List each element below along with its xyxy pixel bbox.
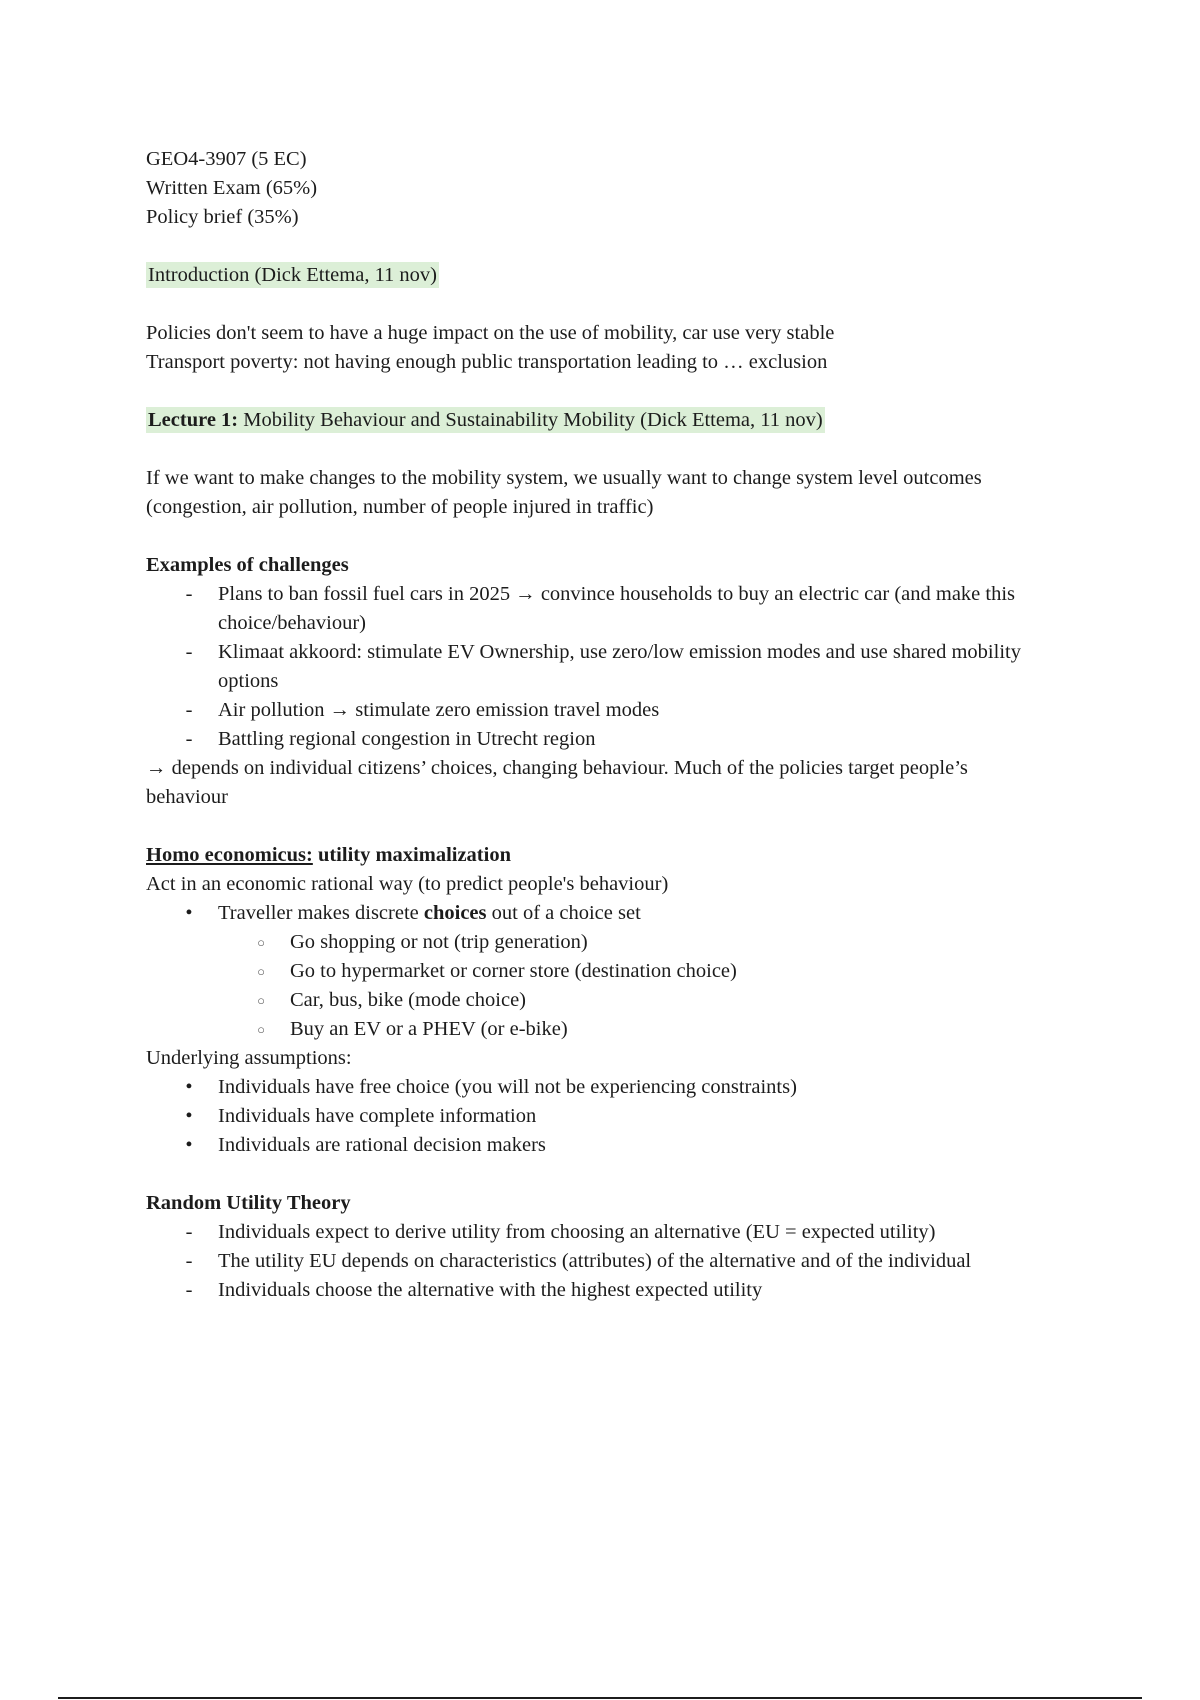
list-item-text: Go shopping or not (trip generation) <box>290 931 588 953</box>
list-item-text: Air pollution → stimulate zero emission travel modes <box>218 699 660 721</box>
dash-bullet: - <box>185 583 193 605</box>
choice-text-post: out of a choice set <box>486 902 641 924</box>
policy-brief-weight: Policy brief (35%) <box>146 206 299 228</box>
written-exam-weight: Written Exam (65%) <box>146 177 318 199</box>
document-body <box>146 145 1086 1305</box>
rut-list <box>146 1218 1086 1305</box>
list-item <box>146 638 1023 696</box>
circle-bullet: ○ <box>257 1022 265 1037</box>
list-item-text: Go to hypermarket or corner store (destination choice) <box>290 960 737 982</box>
list-item <box>146 1073 1086 1102</box>
list-item <box>146 957 1086 986</box>
lecture1-heading-bold: Lecture 1: <box>148 409 239 431</box>
dot-bullet: • <box>185 1076 193 1098</box>
lecture1-heading-rest: Mobility Behaviour and Sustainability Mobility (Dick Ettema, 11 nov) <box>238 409 823 431</box>
circle-bullet: ○ <box>257 964 265 979</box>
list-item <box>146 986 1086 1015</box>
list-item <box>146 1218 1086 1247</box>
choice-text-bold: choices <box>423 902 487 924</box>
circle-bullet: ○ <box>257 935 265 950</box>
lecture1-heading-highlight <box>146 407 825 433</box>
rut-title <box>146 1189 1086 1218</box>
assumptions-label: Underlying assumptions: <box>146 1047 352 1069</box>
list-item-text: Car, bus, bike (mode choice) <box>290 989 526 1011</box>
list-item-text: Battling regional congestion in Utrecht region <box>218 728 596 750</box>
dash-bullet: - <box>185 1250 193 1272</box>
dot-bullet: • <box>185 1105 193 1127</box>
intro-line-2: Transport poverty: not having enough public transportation leading to … exclusion <box>146 351 828 373</box>
challenges-conclusion: → depends on individual citizens’ choices, changing behaviour. Much of the policies target people’s behaviour <box>146 757 968 808</box>
list-item-text: Individuals have free choice (you will not be experiencing constraints) <box>218 1076 797 1098</box>
list-item <box>146 1247 1086 1276</box>
challenges-title <box>146 551 1086 580</box>
list-item <box>146 1276 1086 1305</box>
dash-bullet: - <box>185 1221 193 1243</box>
assumptions-list <box>146 1073 1086 1160</box>
circle-bullet: ○ <box>257 993 265 1008</box>
rut-title-text: Random Utility Theory <box>146 1192 351 1214</box>
dash-bullet: - <box>185 1279 193 1301</box>
list-item <box>146 1015 1086 1044</box>
course-code: GEO4-3907 (5 EC) <box>146 148 307 170</box>
choice-list <box>146 899 1086 928</box>
homo-title-underlined: Homo economicus: <box>146 844 313 866</box>
list-item <box>146 1131 1086 1160</box>
list-item <box>146 899 1086 928</box>
dash-bullet: - <box>185 699 193 721</box>
choice-text-pre: Traveller makes discrete <box>218 902 424 924</box>
homo-intro: Act in an economic rational way (to predict people's behaviour) <box>146 873 669 895</box>
list-item <box>146 928 1086 957</box>
intro-heading-text: Introduction (Dick Ettema, 11 nov) <box>148 264 438 286</box>
list-item-text: Klimaat akkoord: stimulate EV Ownership, use zero/low emission modes and use shared mobility options <box>218 641 1021 692</box>
choice-sub-list <box>146 928 1086 1044</box>
list-item <box>146 696 1086 725</box>
list-item <box>146 725 1086 754</box>
list-item <box>146 1102 1086 1131</box>
list-item-text: Individuals expect to derive utility from choosing an alternative (EU = expected utility) <box>218 1221 936 1243</box>
homo-title-rest: utility maximalization <box>312 844 511 866</box>
intro-heading <box>146 261 1086 290</box>
lecture1-paragraph: If we want to make changes to the mobility system, we usually want to change system level outcomes (congestion, air pollution, number of people injured in traffic) <box>146 467 982 518</box>
list-item-text: Buy an EV or a PHEV (or e-bike) <box>290 1018 568 1040</box>
dot-bullet: • <box>185 902 193 924</box>
list-item-text: Individuals choose the alternative with the highest expected utility <box>218 1279 763 1301</box>
list-item-text: Individuals have complete information <box>218 1105 537 1127</box>
challenges-list <box>146 580 1086 754</box>
challenges-title-text: Examples of challenges <box>146 554 349 576</box>
dash-bullet: - <box>185 641 193 663</box>
dash-bullet: - <box>185 728 193 750</box>
intro-line-1: Policies don't seem to have a huge impact on the use of mobility, car use very stable <box>146 322 835 344</box>
list-item-text: Plans to ban fossil fuel cars in 2025 → convince households to buy an electric car (and make this choice/behaviour) <box>218 583 1016 634</box>
list-item-text: Individuals are rational decision makers <box>218 1134 546 1156</box>
list-item <box>146 580 1018 638</box>
page-bottom-rule <box>58 1697 1142 1699</box>
list-item-text: The utility EU depends on characteristics (attributes) of the alternative and of the individual <box>218 1250 972 1272</box>
lecture1-heading <box>146 406 1086 435</box>
homo-economicus-title <box>146 841 1086 870</box>
dot-bullet: • <box>185 1134 193 1156</box>
